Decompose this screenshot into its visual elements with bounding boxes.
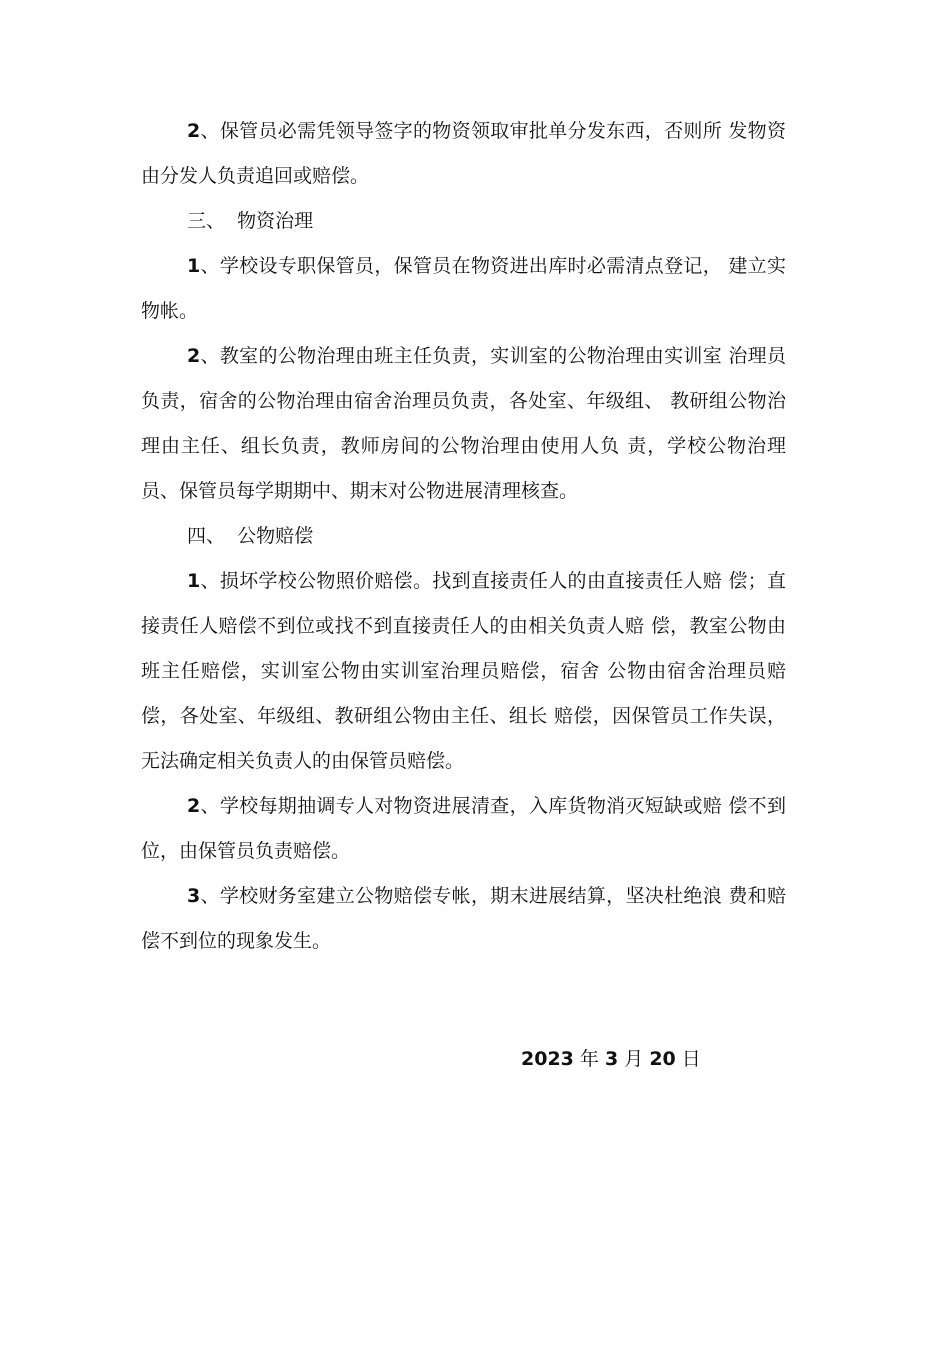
paragraph-text: 、教室的公物治理由班主任负责，实训室的公物治理由实训室 治理员负责，宿舍的公物治理由宿舍治理员负责，各处室、年级组、 教研组公物治理由主任、组长负责，教师房间的公物治理由使用人负 责，学校公物治理员、保管员每学期期中、期末对公物进展清理核查。 [141, 345, 786, 502]
paragraph-mgmt-2 [141, 334, 786, 514]
paragraph-text: 、学校财务室建立公物赔偿专帐，期末进展结算，坚决杜绝浪 费和赔偿不到位的现象发生。 [141, 885, 786, 952]
paragraph-number: 2 [187, 795, 201, 817]
paragraph-number: 1 [187, 255, 201, 277]
paragraph-number: 3 [187, 885, 201, 907]
paragraph-number: 1 [187, 570, 201, 592]
paragraph-text: 、保管员必需凭领导签字的物资领取审批单分发东西，否则所 发物资由分发人负责追回或赔偿。 [141, 120, 786, 187]
date-day: 20 [649, 1048, 676, 1070]
paragraph-text: 、学校设专职保管员，保管员在物资进出库时必需清点登记， 建立实物帐。 [141, 255, 786, 322]
paragraph-text: 、损坏学校公物照价赔偿。找到直接责任人的由直接责任人赔 偿；直接责任人赔偿不到位或找不到直接责任人的由相关负责人赔 偿，教室公物由班主任赔偿，实训室公物由实训室治理员赔偿，宿舍 公物由宿舍治理员赔偿，各处室、年级组、教研组公物由主任、组长 赔偿，因保管员工作失误，无法确定相关负责人的由保管员赔偿。 [141, 570, 786, 772]
section-heading-4: 四、 公物赔偿 [187, 525, 314, 547]
date-month-label: 月 [618, 1048, 650, 1070]
date-day-label: 日 [675, 1048, 701, 1070]
section-heading-3: 三、 物资治理 [187, 210, 314, 232]
paragraph-text: 、学校每期抽调专人对物资进展清查，入库货物消灭短缺或赔 偿不到位，由保管员负责赔偿。 [141, 795, 786, 862]
date-year-label: 年 [573, 1048, 605, 1070]
paragraph-comp-1 [141, 559, 786, 784]
paragraph-number: 2 [187, 345, 201, 367]
date-month: 3 [604, 1048, 619, 1070]
paragraph-comp-2 [141, 784, 786, 874]
paragraph-comp-3 [141, 874, 786, 964]
document-date [521, 1037, 701, 1082]
paragraph-issue-2 [141, 109, 786, 199]
date-year: 2023 [521, 1048, 574, 1070]
paragraph-mgmt-1 [141, 244, 786, 334]
document-body [141, 109, 786, 964]
paragraph-number: 2 [187, 120, 201, 142]
